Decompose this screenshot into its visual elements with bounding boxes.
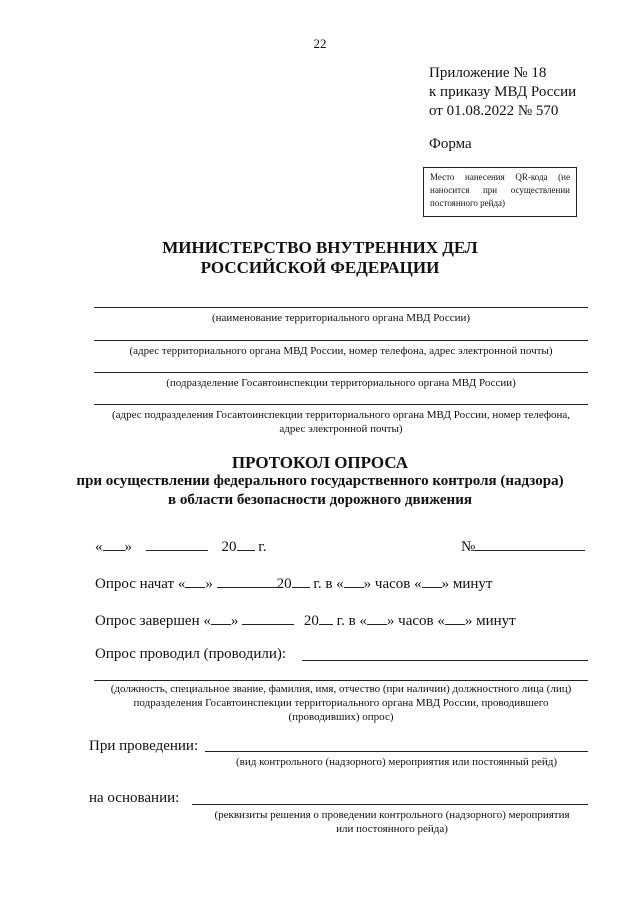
finished-day-field[interactable] [211,612,231,625]
started-day-field[interactable] [185,575,205,588]
conducted-by-line-1[interactable] [302,660,588,661]
basis-caption [192,808,592,836]
protocol-title: ПРОТОКОЛ ОПРОСА [231,453,409,472]
gai-address-line[interactable] [94,404,588,405]
appendix-line-1: Приложение № 18 [429,65,547,81]
appendix-line-3: от 01.08.2022 № 570 [429,103,559,119]
started-minutes-label: » минут [441,576,493,592]
ministry-line-1: МИНИСТЕРСТВО ВНУТРЕННИХ ДЕЛ [162,238,478,257]
date-month-field[interactable] [146,538,208,551]
finished-minutes-label: » минут [464,613,516,629]
finished-year-prefix: 20 [303,613,319,629]
finished-month-field[interactable] [242,612,294,625]
protocol-subtitle-2: в области безопасности дорожного движения [168,492,472,508]
conducted-by-caption [88,682,594,724]
during-label: При проведении: [89,738,199,754]
territorial-body-line[interactable] [94,307,588,308]
conducted-by-caption-3: (проводивших) опрос) [288,711,394,723]
date-year-prefix: 20 [221,539,237,555]
gai-address-caption-1: (адрес подразделения Госавтоинспекции территориального органа МВД России, номер телефона, [111,409,570,421]
basis-caption-2: или постоянного рейда) [336,823,448,835]
gai-unit-caption: (подразделение Госавтоинспекции территориального органа МВД России) [166,377,516,389]
date-row [95,538,266,556]
date-year-suffix: г. [258,539,267,555]
ministry-header [0,238,640,278]
started-quote-close: » [205,576,213,592]
number-row [461,538,585,556]
date-quote-open: « [95,539,103,555]
date-quote-close: » [124,539,132,555]
qr-placeholder-box: Место нанесения QR-кода (не наносится при осуществлении постоянного рейда) [423,167,577,217]
date-day-field[interactable] [103,538,125,551]
started-month-field[interactable] [217,575,277,588]
page-number: 22 [313,36,327,51]
appendix-line-2: к приказу МВД России [429,84,577,100]
territorial-address-line[interactable] [94,340,588,341]
basis-line[interactable] [192,804,588,805]
started-row [95,575,492,593]
started-minutes-field[interactable] [422,575,442,588]
during-caption: (вид контрольного (надзорного) мероприятия или постоянный рейд) [236,756,557,768]
finished-hours-label: » часов « [386,613,445,629]
conducted-by-caption-2: подразделения Госавтоинспекции территориального органа МВД России, проводившего [133,697,549,709]
finished-at-label: г. в « [336,613,367,629]
started-year-field[interactable] [292,575,310,588]
finished-year-field[interactable] [319,612,333,625]
finished-hours-field[interactable] [367,612,387,625]
finished-row [95,612,516,630]
conducted-by-line-2[interactable] [94,680,588,681]
number-sign: № [461,539,476,555]
during-line[interactable] [205,751,588,752]
finished-label: Опрос завершен « [95,613,211,629]
gai-unit-line[interactable] [94,372,588,373]
started-label: Опрос начат « [95,576,186,592]
protocol-subtitle-1: при осуществлении федерального государственного контроля (надзора) [76,473,564,489]
territorial-address-caption: (адрес территориального органа МВД России, номер телефона, адрес электронной почты) [129,345,553,357]
started-hours-label: » часов « [363,576,422,592]
appendix-block [429,64,576,121]
started-at-label: г. в « [313,576,344,592]
territorial-body-caption: (наименование территориального органа МВД России) [211,312,471,324]
finished-quote-close: » [230,613,239,629]
basis-caption-1: (реквизиты решения о проведении контрольного (надзорного) мероприятия [214,809,570,821]
started-hours-field[interactable] [344,575,364,588]
basis-label: на основании: [89,790,180,806]
finished-minutes-field[interactable] [445,612,465,625]
conducted-by-label: Опрос проводил (проводили): [95,646,287,662]
date-year-field[interactable] [237,538,255,551]
form-label: Форма [429,136,472,152]
ministry-line-2: РОССИЙСКОЙ ФЕДЕРАЦИИ [200,258,440,277]
protocol-number-field[interactable] [475,538,585,551]
gai-address-caption-2: адрес электронной почты) [279,423,403,435]
started-year-prefix: 20 [276,576,292,592]
conducted-by-caption-1: (должность, специальное звание, фамилия, имя, отчество (при наличии) должностного лица (лиц) [110,683,572,695]
gai-address-caption [90,408,592,436]
